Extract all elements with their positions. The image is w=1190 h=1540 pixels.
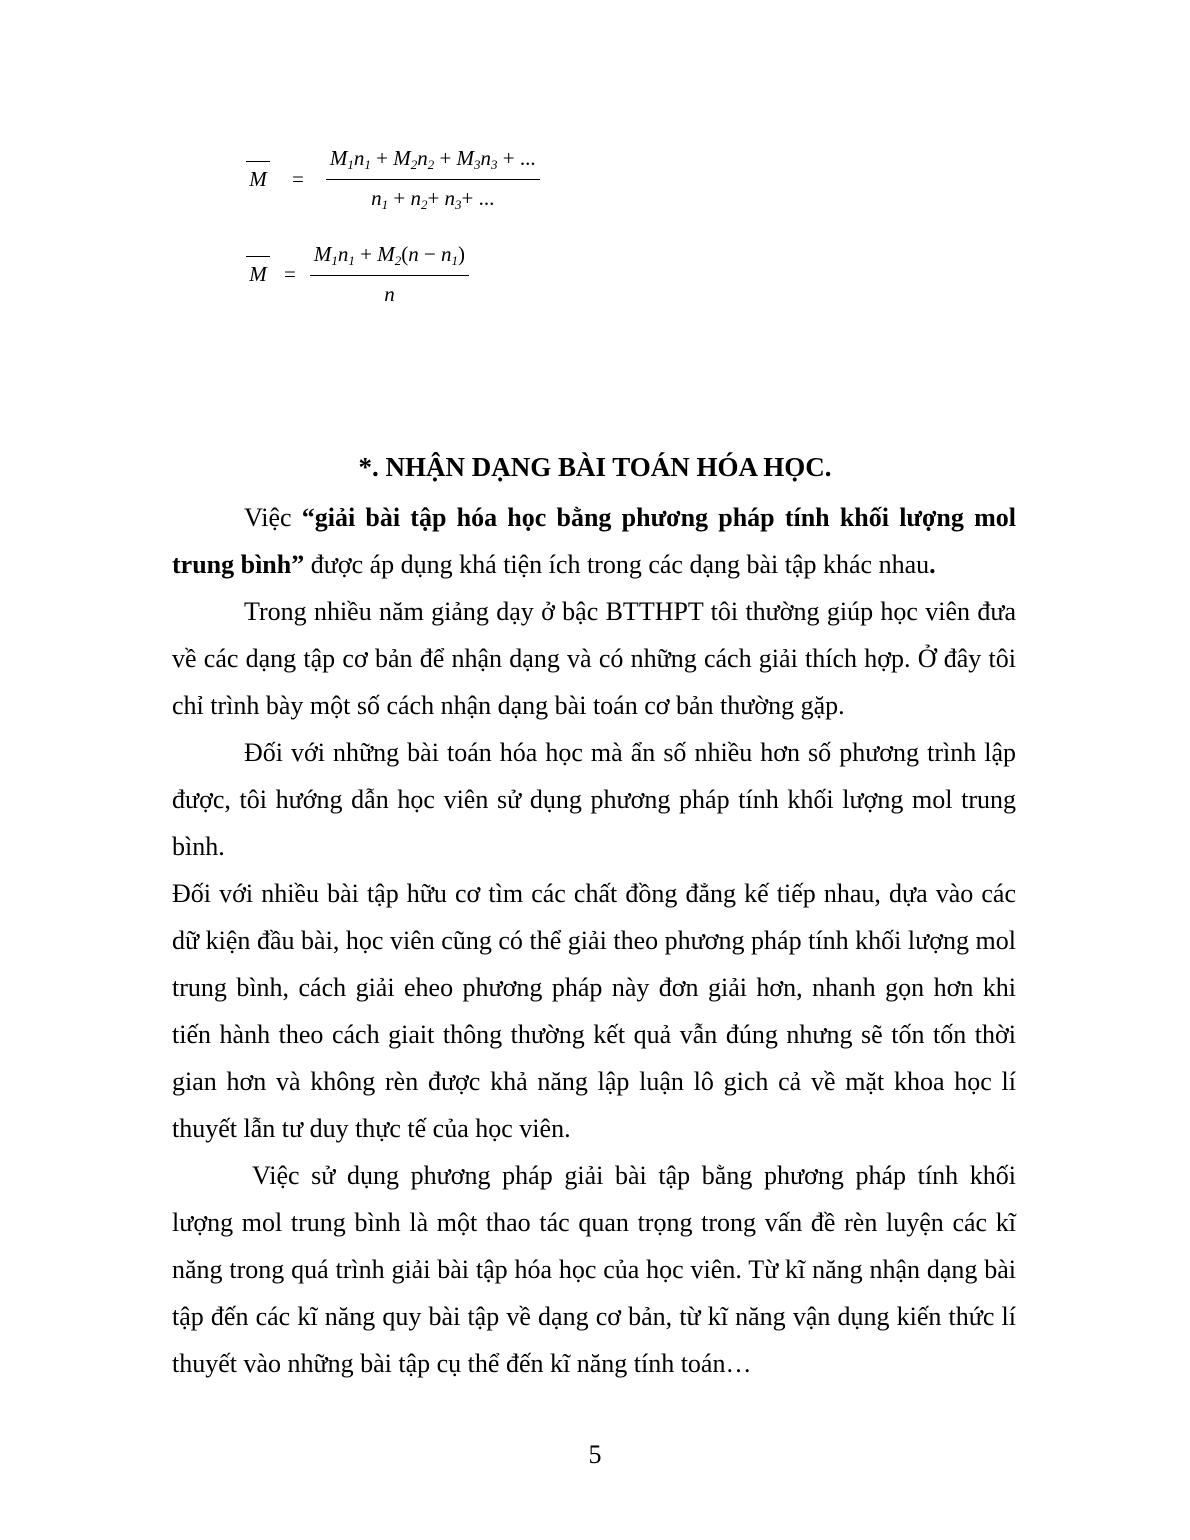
fraction-numerator: $M_1n_1 + M_2n_2 + M_3n_3$ + ... — [329, 146, 536, 172]
fraction — [310, 242, 469, 307]
section-heading: *. NHẬN DẠNG BÀI TOÁN HÓA HỌC. — [358, 452, 832, 482]
paragraph-unknowns: Đối với những bài toán hóa học mà ẩn số nhiều hơn số phương trình lập được, tôi hướng dẫn học viên sử dụng phương pháp tính khối lượng mol trung bình. — [172, 738, 1016, 861]
formula-average-molar-mass — [246, 146, 540, 213]
paragraph-intro: Việc “giải bài tập hóa học bằng phương pháp tính khối lượng mol trung bình” được áp dụng khá tiện ích trong các dạng bài tập khác nhau. — [172, 503, 1016, 579]
fraction — [326, 146, 540, 213]
m-bar-symbol: M — [246, 262, 270, 287]
body-text — [172, 494, 1016, 1387]
equals-sign: = — [284, 262, 296, 286]
m-bar-symbol: M — [246, 167, 270, 192]
fraction-denominator: $n_1 + n_2+ n_3+$ ... — [326, 179, 540, 213]
paragraph-teaching-experience: Trong nhiều năm giảng dạy ở bậc BTTHPT tôi thường giúp học viên đưa về các dạng tập cơ bản để nhận dạng và có những cách giải thích hợp. Ở đây tôi chỉ trình bày một số cách nhận dạng bài toán cơ bản thường gặp. — [172, 597, 1016, 720]
paragraph-skills: Việc sử dụng phương pháp giải bài tập bằng phương pháp tính khối lượng mol trung bình là một thao tác quan trọng trong vấn đề rèn luyện các kĩ năng trong quá trình giải bài tập hóa học của học viên. Từ kĩ năng nhận dạng bài tập đến các kĩ năng quy bài tập về dạng cơ bản, từ kĩ năng vận dụng kiến thức lí thuyết vào những bài tập cụ thể đến kĩ năng tính toán… — [172, 1161, 1016, 1378]
formula-two-component-average — [246, 242, 469, 307]
page-number: 5 — [588, 1440, 602, 1469]
fraction-numerator: $M_1n_1 + M_2(n - n_1)$ — [313, 242, 466, 268]
paragraph-homologous: Đối với nhiều bài tập hữu cơ tìm các chất đồng đẳng kế tiếp nhau, dựa vào các dữ kiện đầu bài, học viên cũng có thể giải theo phương pháp tính khối lượng mol trung bình, cách giải eheo phương pháp này đơn giải hơn, nhanh gọn hơn khi tiến hành theo cách giait thông thường kết quả vẫn đúng nhưng sẽ tốn tốn thời gian hơn và không rèn được khả năng lập luận lô gich cả về mặt khoa học lí thuyết lẫn tư duy thực tế của học viên. — [172, 879, 1016, 1143]
equals-sign: = — [292, 167, 304, 191]
fraction-denominator: n — [310, 275, 469, 307]
